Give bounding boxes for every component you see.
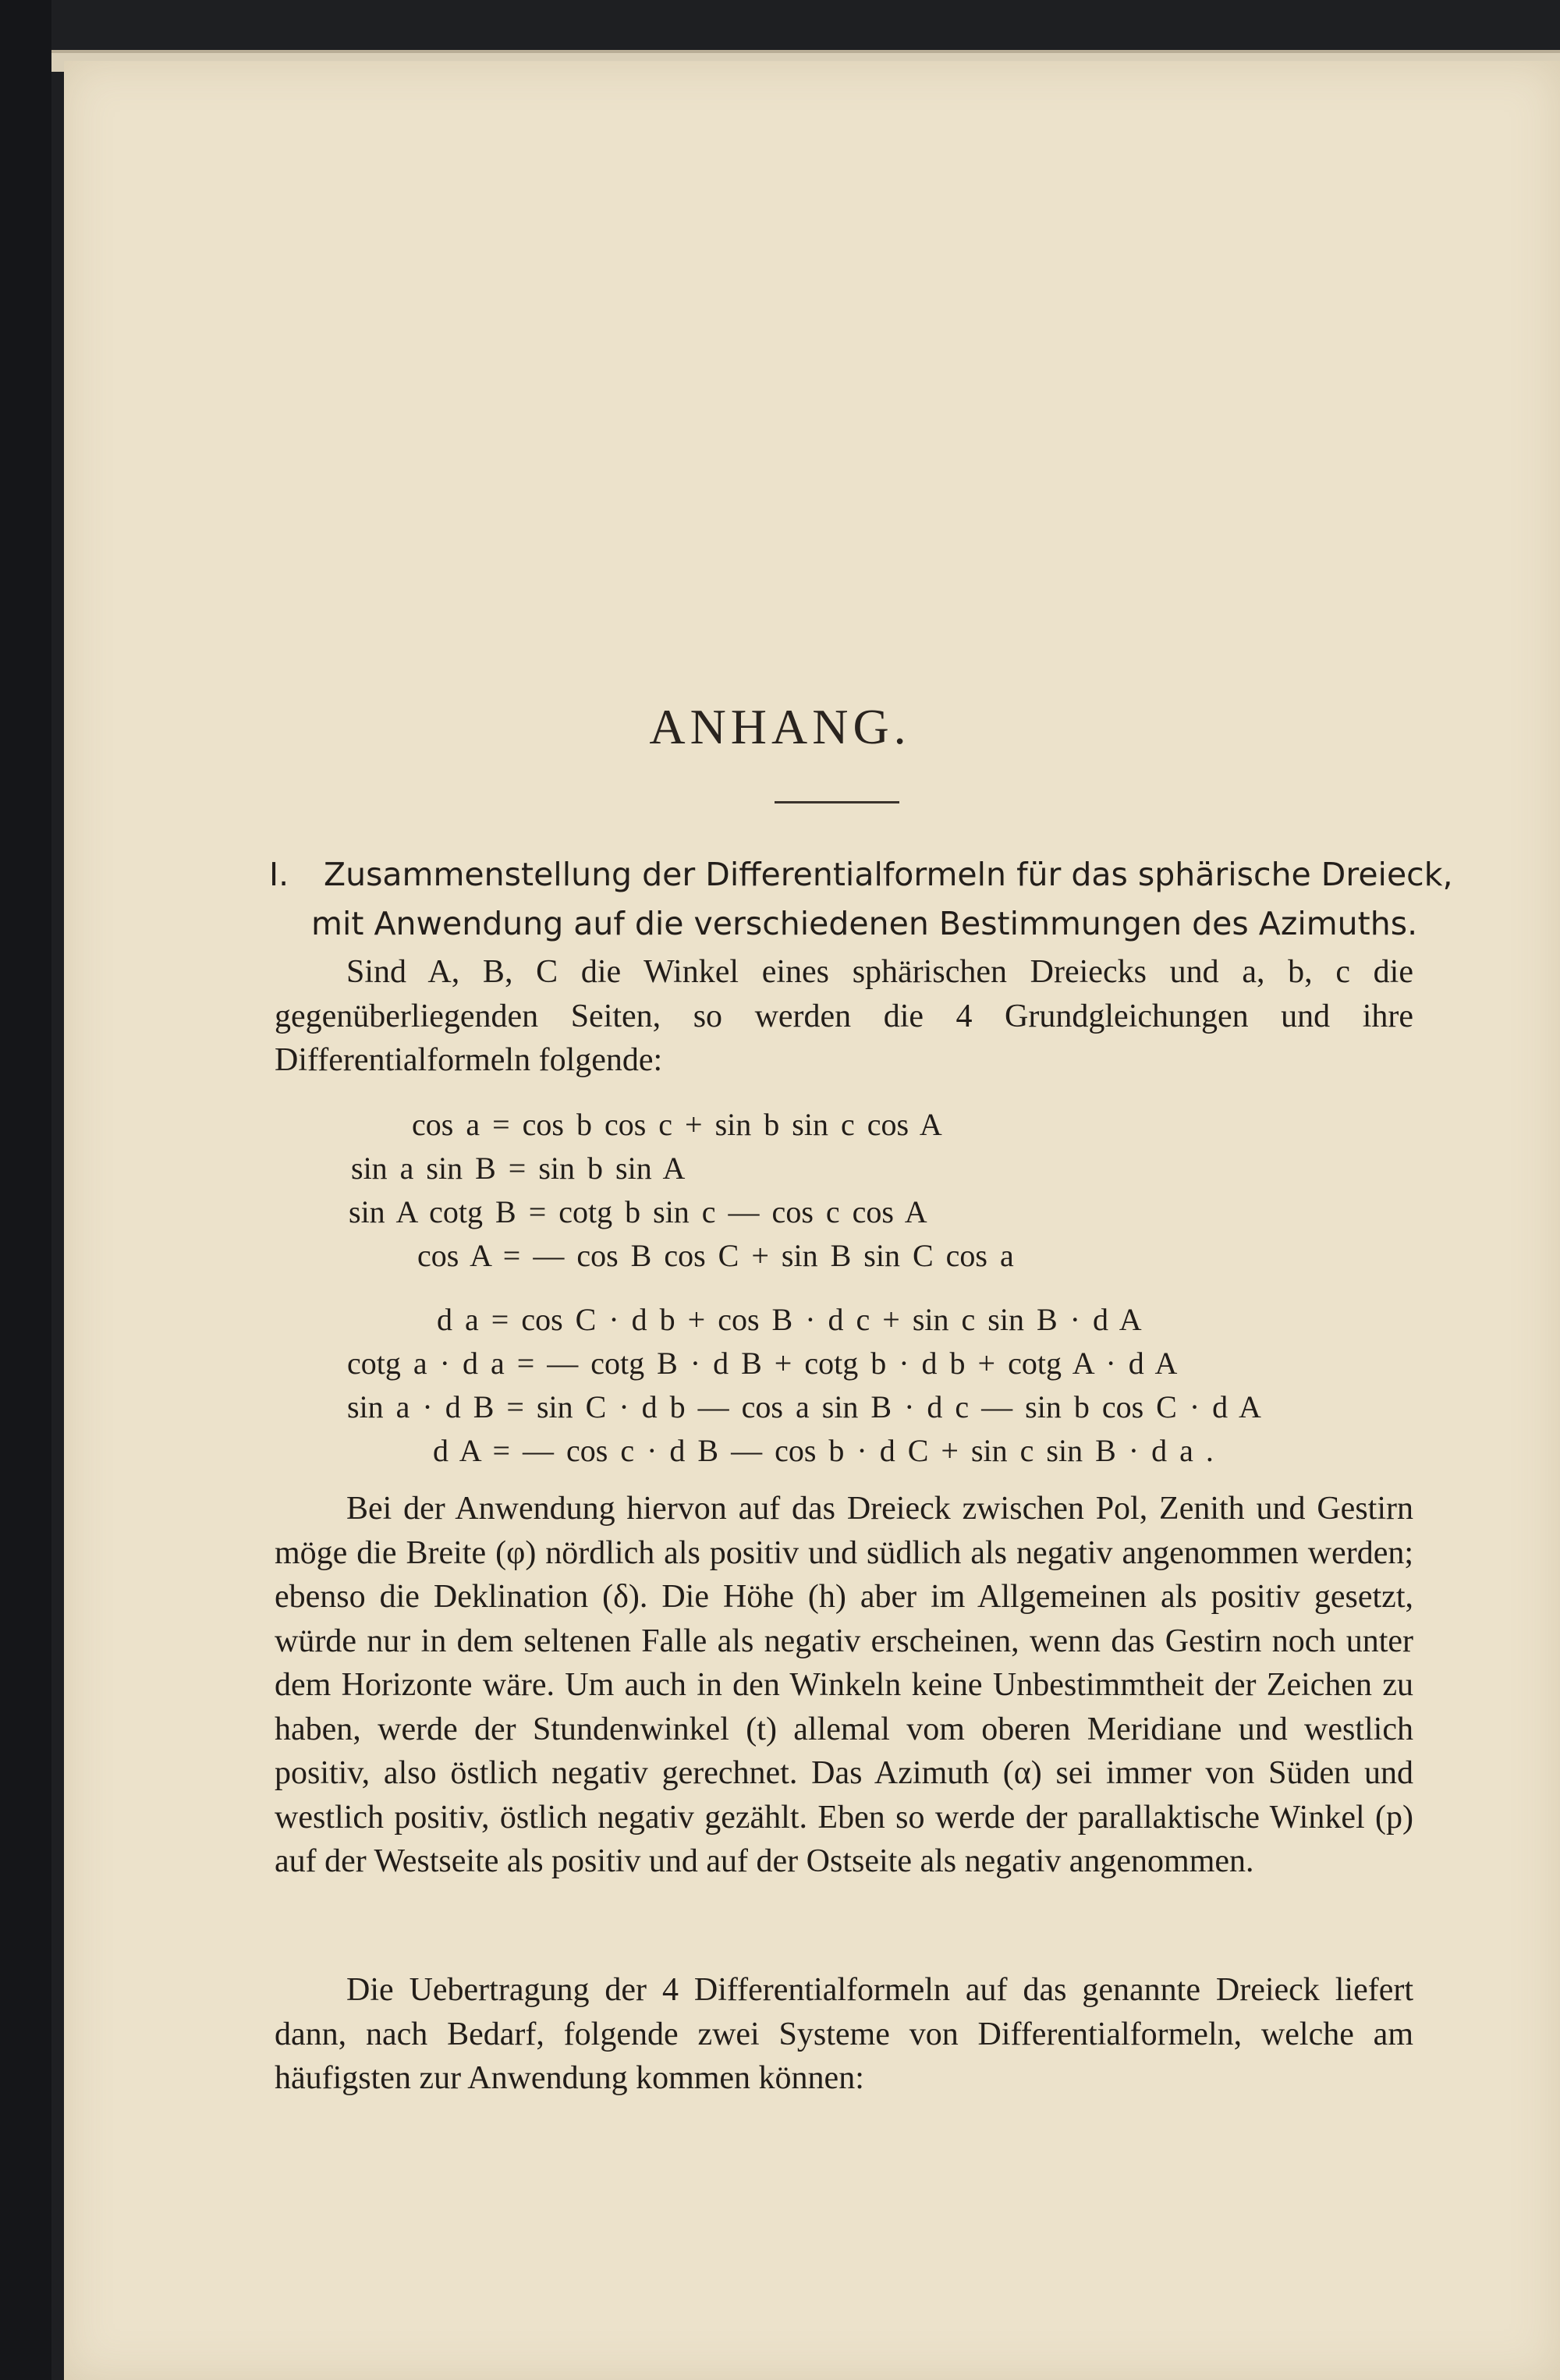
closing-paragraph-text: Die Uebertragung der 4 Differentialformeln auf das genannte Dreieck liefert dann, nach Bedarf, folgende zwei Systeme von Differentialformeln, welche am häufigsten zur Anwendung kommen können: bbox=[275, 1972, 1413, 2096]
equation-fundamental-4: cos A = — cos B cos C + sin B sin C cos a bbox=[417, 1238, 1014, 1273]
intro-paragraph-text: Sind A, B, C die Winkel eines sphärischen Dreiecks und a, b, c die gegenüberliegenden Seiten, so werden die 4 Grundgleichungen und ihre Differentialformeln folgende: bbox=[275, 954, 1413, 1078]
intro-paragraph bbox=[275, 950, 1413, 1083]
section-heading-line-1: Zusammenstellung der Differentialformeln für das sphärische Dreieck, bbox=[324, 856, 1453, 893]
equation-differential-2: cotg a · d a = — cotg B · d B + cotg b · d b + cotg A · d A bbox=[347, 1346, 1178, 1381]
equation-fundamental-3: sin A cotg B = cotg b sin c — cos c cos A bbox=[349, 1194, 927, 1229]
page-title: ANHANG. bbox=[649, 699, 911, 754]
title-divider bbox=[775, 801, 899, 803]
closing-paragraph bbox=[275, 1968, 1413, 2101]
book-binding-edge bbox=[0, 0, 51, 2380]
section-number: I. bbox=[269, 856, 289, 893]
section-heading-line-2: mit Anwendung auf die verschiedenen Bestimmungen des Azimuths. bbox=[311, 905, 1418, 942]
equation-differential-3: sin a · d B = sin C · d b — cos a sin B · d c — sin b cos C · d A bbox=[347, 1389, 1261, 1424]
equation-differential-1: d a = cos C · d b + cos B · d c + sin c sin B · d A bbox=[437, 1302, 1142, 1337]
application-paragraph-text: Bei der Anwendung hiervon auf das Dreieck zwischen Pol, Zenith und Gestirn möge die Breite (φ) nördlich als positiv und südlich als negativ angenommen werden; ebenso die Deklination (δ). Die Höhe (h) aber im Allgemeinen als positiv gesetzt, würde nur in dem seltenen Falle als negativ erscheinen, wenn das Gestirn noch unter dem Horizonte wäre. Um auch in den Winkeln keine Unbestimmtheit der Zeichen zu haben, werde der Stundenwinkel (t) allemal vom oberen Meridiane und westlich positiv, also östlich negativ gerechnet. Das Azimuth (α) sei immer von Süden und westlich positiv, östlich negativ gezählt. Eben so werde der parallaktische Winkel (p) auf der Westseite als positiv und auf der Ostseite als negativ angenommen. bbox=[275, 1491, 1413, 1879]
equation-fundamental-2: sin a sin B = sin b sin A bbox=[351, 1151, 686, 1186]
equation-differential-4: d A = — cos c · d B — cos b · d C + sin c sin B · d a . bbox=[433, 1433, 1214, 1468]
application-paragraph bbox=[275, 1487, 1413, 1884]
equation-fundamental-1: cos a = cos b cos c + sin b sin c cos A bbox=[412, 1107, 942, 1142]
